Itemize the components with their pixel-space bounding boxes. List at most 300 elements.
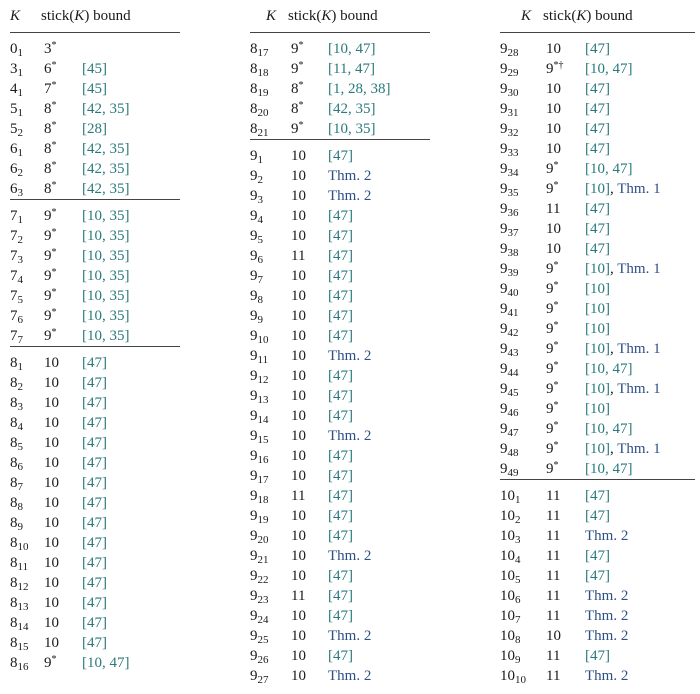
citation-link[interactable]: [47] (328, 488, 353, 504)
knot-name: $8_{18}$ (250, 61, 269, 79)
citation-link[interactable]: [47] (585, 488, 610, 504)
bound-marker: * (298, 120, 304, 131)
knot-name: $9_{26}$ (250, 648, 269, 666)
stick-bound-value: 10 (291, 648, 306, 664)
knot-name: $9_8$ (250, 288, 263, 306)
citation-link[interactable]: [10] (585, 321, 610, 337)
citation-link[interactable]: [47] (82, 495, 107, 511)
stick-bound-value: 8* (44, 180, 57, 197)
citation-link[interactable]: [47] (328, 368, 353, 384)
theorem-link[interactable]: Thm. 2 (585, 628, 629, 644)
knot-index: 41 (507, 307, 519, 319)
citation-link[interactable]: [47] (585, 141, 610, 157)
knot-index: 4 (257, 214, 263, 226)
reference (328, 626, 371, 646)
table-row (10, 373, 180, 393)
table-row (500, 526, 695, 546)
stick-bound-value: 11 (546, 608, 561, 624)
stick-bound-value: 9* (546, 160, 559, 177)
citation-link[interactable]: [42, 35] (82, 181, 130, 197)
reference (585, 379, 661, 399)
knot-index: 8 (17, 501, 23, 513)
knot-index: 40 (507, 287, 519, 299)
reference (82, 633, 107, 653)
citation-link[interactable]: [10, 47] (328, 41, 376, 57)
bound-marker: * (553, 460, 559, 471)
citation-link[interactable]: [47] (82, 595, 107, 611)
knot-index: 1 (17, 47, 23, 59)
theorem-link[interactable]: Thm. 2 (328, 348, 372, 364)
citation-link[interactable]: [10] (585, 341, 610, 357)
stick-bound-value: 11 (546, 668, 561, 684)
citation-link[interactable]: [47] (82, 635, 107, 651)
knot-index: 11 (17, 561, 29, 573)
stick-bound-value: 10 (291, 168, 306, 184)
table-row (250, 386, 430, 406)
stick-bound-value: 8* (44, 100, 57, 117)
knot-index: 6 (17, 314, 23, 326)
table-row (250, 186, 430, 206)
bound-marker: * (553, 360, 559, 371)
knot-index: 1 (17, 147, 23, 159)
stick-bound-value: 11 (546, 201, 561, 217)
citation-link[interactable]: [47] (328, 228, 353, 244)
knot-index: 4 (17, 274, 23, 286)
table-row (10, 59, 180, 79)
citation-link[interactable]: [42, 35] (82, 101, 130, 117)
reference (82, 246, 130, 266)
citation-link[interactable]: [47] (585, 221, 610, 237)
citation-link[interactable]: [10, 35] (82, 288, 130, 304)
citation-link[interactable]: [10, 47] (585, 421, 633, 437)
table-row (250, 606, 430, 626)
reference (585, 59, 633, 79)
table-row (500, 179, 695, 199)
citation-link[interactable]: [42, 35] (82, 161, 130, 177)
reference (82, 266, 130, 286)
table-row (500, 239, 695, 259)
citation-link[interactable]: [47] (585, 548, 610, 564)
citation-link[interactable]: [10] (585, 261, 610, 277)
citation-link[interactable]: [47] (328, 388, 353, 404)
knot-index: 7 (17, 481, 23, 493)
bound-marker: * (51, 654, 57, 665)
table-row (500, 159, 695, 179)
table-row (250, 326, 430, 346)
stick-bound-value: 6* (44, 60, 57, 77)
knot-name: $4_1$ (10, 81, 23, 99)
citation-link[interactable]: [47] (82, 395, 107, 411)
knot-name: $10_6$ (500, 588, 521, 606)
theorem-link[interactable]: Thm. 2 (328, 188, 372, 204)
theorem-link[interactable]: Thm. 2 (585, 668, 629, 684)
knot-index: 46 (507, 407, 519, 419)
knot-name: $9_{25}$ (250, 628, 269, 646)
citation-link[interactable]: [47] (585, 241, 610, 257)
citation-link[interactable]: [11, 47] (328, 61, 375, 77)
stick-bound-value: 9* (44, 247, 57, 264)
citation-link[interactable]: [47] (328, 328, 353, 344)
table-row (500, 99, 695, 119)
citation-link[interactable]: [10, 35] (328, 121, 376, 137)
citation-link[interactable]: [10] (585, 281, 610, 297)
bound-marker: * (51, 160, 57, 171)
reference (82, 179, 130, 199)
stick-bound-value: 10 (44, 575, 59, 591)
table-row (500, 586, 695, 606)
stick-bound-value: 11 (546, 508, 561, 524)
table-row (10, 266, 180, 286)
citation-link[interactable]: [10] (585, 301, 610, 317)
bound-marker: * (51, 80, 57, 91)
reference (82, 139, 130, 159)
citation-link[interactable]: [47] (82, 475, 107, 491)
table-row (250, 466, 430, 486)
table-row (250, 506, 430, 526)
citation-link[interactable]: [28] (82, 121, 107, 137)
stick-bound-value: 10 (44, 515, 59, 531)
citation-link[interactable]: [47] (585, 648, 610, 664)
header-stick-bound (288, 8, 378, 25)
stick-bound-value: 10 (546, 141, 561, 157)
bound-marker: * (553, 420, 559, 431)
table-header (10, 0, 180, 33)
separator: , (610, 381, 618, 397)
theorem-link[interactable]: Thm. 1 (617, 181, 661, 197)
citation-link[interactable]: [47] (328, 508, 353, 524)
table-row (250, 266, 430, 286)
reference (82, 353, 107, 373)
table-header (500, 0, 695, 33)
knot-name: $9_{11}$ (250, 348, 269, 366)
citation-link[interactable]: [47] (585, 121, 610, 137)
theorem-link[interactable]: Thm. 1 (617, 441, 661, 457)
reference (328, 79, 391, 99)
reference (328, 586, 353, 606)
reference (585, 526, 628, 546)
knot-name: $8_2$ (10, 375, 23, 393)
citation-link[interactable]: [47] (82, 415, 107, 431)
citation-link[interactable]: [47] (328, 588, 353, 604)
knot-index: 5 (515, 574, 521, 586)
stick-bound-value: 8* (44, 140, 57, 157)
stick-bound-value: 3* (44, 40, 57, 57)
table-row (250, 59, 430, 79)
knot-name: $8_{11}$ (10, 555, 29, 573)
theorem-link[interactable]: Thm. 1 (617, 341, 661, 357)
theorem-link[interactable]: Thm. 2 (585, 528, 629, 544)
reference (585, 546, 610, 566)
theorem-link[interactable]: Thm. 1 (617, 381, 661, 397)
citation-link[interactable]: [1, 28, 38] (328, 81, 391, 97)
citation-link[interactable]: [47] (82, 515, 107, 531)
citation-link[interactable]: [47] (82, 375, 107, 391)
knot-index: 9 (515, 654, 521, 666)
citation-link[interactable]: [47] (328, 568, 353, 584)
theorem-link[interactable]: Thm. 2 (585, 588, 629, 604)
citation-link[interactable]: [10, 35] (82, 248, 130, 264)
table-row (500, 666, 695, 686)
header-stick-post: ) bound (84, 8, 131, 24)
citation-link[interactable]: [10, 47] (82, 655, 130, 671)
header-k: K (521, 8, 532, 24)
table-row (10, 353, 180, 373)
bound-marker: * (51, 247, 57, 258)
bound-marker: * (51, 100, 57, 111)
knot-name: $7_6$ (10, 308, 23, 326)
table-row (500, 79, 695, 99)
table-row (10, 533, 180, 553)
reference (585, 486, 610, 506)
header-k: K (10, 8, 21, 24)
citation-link[interactable]: [47] (328, 268, 353, 284)
knot-index: 12 (17, 581, 29, 593)
citation-link[interactable]: [47] (328, 288, 353, 304)
knot-name: $9_{40}$ (500, 281, 519, 299)
table-row (250, 446, 430, 466)
reference (585, 646, 610, 666)
citation-link[interactable]: [42, 35] (82, 141, 130, 157)
reference (82, 473, 107, 493)
stick-bound-value: 10 (291, 408, 306, 424)
knot-index: 1 (17, 107, 23, 119)
knot-index: 11 (257, 354, 269, 366)
table-row (10, 553, 180, 573)
stick-bound-value: 10 (546, 81, 561, 97)
reference (328, 99, 376, 119)
citation-link[interactable]: [10, 47] (585, 461, 633, 477)
table-row (250, 366, 430, 386)
citation-link[interactable]: [10] (585, 381, 610, 397)
citation-link[interactable]: [47] (328, 468, 353, 484)
header-stick-pre: stick( (288, 8, 322, 24)
bound-marker: * (51, 287, 57, 298)
theorem-link[interactable]: Thm. 1 (617, 261, 661, 277)
header-k: K (266, 8, 277, 24)
citation-link[interactable]: [10, 35] (82, 308, 130, 324)
citation-link[interactable]: [45] (82, 81, 107, 97)
knot-index: 32 (507, 127, 519, 139)
table-header (250, 0, 430, 33)
citation-link[interactable]: [10, 35] (82, 328, 130, 344)
citation-link[interactable]: [47] (82, 615, 107, 631)
citation-link[interactable]: [42, 35] (328, 101, 376, 117)
knot-name: $9_{47}$ (500, 421, 519, 439)
knot-index: 20 (257, 534, 269, 546)
knot-index: 10 (17, 541, 29, 553)
knot-name: $9_9$ (250, 308, 263, 326)
citation-link[interactable]: [10, 47] (585, 61, 633, 77)
reference (328, 526, 353, 546)
knot-index: 2 (17, 127, 23, 139)
bound-marker: * (51, 60, 57, 71)
citation-link[interactable]: [47] (82, 355, 107, 371)
knot-name: $6_1$ (10, 141, 23, 159)
table-row (10, 633, 180, 653)
citation-link[interactable]: [10] (585, 181, 610, 197)
bound-marker: * (51, 180, 57, 191)
citation-link[interactable]: [47] (585, 568, 610, 584)
reference (82, 393, 107, 413)
stick-bound-value: 10 (291, 528, 306, 544)
stick-bound-value: 9* (546, 280, 559, 297)
citation-link[interactable]: [47] (82, 555, 107, 571)
stick-bound-value: 10 (44, 375, 59, 391)
table-column-2 (250, 0, 430, 686)
knot-index: 6 (257, 254, 263, 266)
reference (328, 59, 375, 79)
reference (585, 119, 610, 139)
citation-link[interactable]: [47] (328, 308, 353, 324)
theorem-link[interactable]: Thm. 2 (328, 668, 372, 684)
knot-index: 5 (257, 234, 263, 246)
table-row (250, 526, 430, 546)
stick-bound-value: 9* (44, 654, 57, 671)
table-row (500, 219, 695, 239)
bound-marker: * (553, 380, 559, 391)
knot-index: 1 (515, 494, 521, 506)
citation-link[interactable]: [10, 47] (585, 161, 633, 177)
citation-link[interactable]: [10, 35] (82, 208, 130, 224)
knot-index: 15 (257, 434, 269, 446)
knot-name: $9_{43}$ (500, 341, 519, 359)
theorem-link[interactable]: Thm. 2 (328, 548, 372, 564)
knot-index: 19 (257, 87, 269, 99)
knot-index: 28 (507, 47, 519, 59)
citation-link[interactable]: [47] (82, 455, 107, 471)
knot-name: $5_1$ (10, 101, 23, 119)
citation-link[interactable]: [47] (328, 608, 353, 624)
knot-index: 3 (515, 534, 521, 546)
table-row (250, 586, 430, 606)
bound-marker: * (553, 300, 559, 311)
knot-index: 8 (257, 294, 263, 306)
citation-link[interactable]: [45] (82, 61, 107, 77)
citation-link[interactable]: [47] (328, 528, 353, 544)
stick-bound-value: 10 (546, 41, 561, 57)
stick-bound-value: 9* (44, 227, 57, 244)
stick-bound-value: 10 (291, 328, 306, 344)
citation-link[interactable]: [47] (328, 148, 353, 164)
stick-bound-value: 9* (546, 460, 559, 477)
knot-name: $6_2$ (10, 161, 23, 179)
theorem-link[interactable]: Thm. 2 (328, 428, 372, 444)
reference (82, 553, 107, 573)
knot-name: $5_2$ (10, 121, 23, 139)
citation-link[interactable]: [47] (328, 648, 353, 664)
table-row (10, 206, 180, 226)
knot-name: $7_4$ (10, 268, 23, 286)
citation-link[interactable]: [10] (585, 441, 610, 457)
table-row (500, 399, 695, 419)
knot-name: $9_{15}$ (250, 428, 269, 446)
knot-index: 37 (507, 227, 519, 239)
table-row (500, 439, 695, 459)
knot-index: 4 (515, 554, 521, 566)
knot-name: $9_{48}$ (500, 441, 519, 459)
knot-name: $10_5$ (500, 568, 521, 586)
knot-name: $9_4$ (250, 208, 263, 226)
reference (328, 286, 353, 306)
knot-name: $9_{28}$ (500, 41, 519, 59)
stick-bound-value: 10 (546, 628, 561, 644)
stick-bound-value: 10 (44, 615, 59, 631)
citation-link[interactable]: [47] (82, 575, 107, 591)
citation-link[interactable]: [47] (328, 448, 353, 464)
table-row (250, 346, 430, 366)
citation-link[interactable]: [47] (585, 508, 610, 524)
citation-link[interactable]: [47] (585, 101, 610, 117)
table-row (250, 646, 430, 666)
theorem-link[interactable]: Thm. 2 (328, 168, 372, 184)
table-row (250, 426, 430, 446)
reference (82, 226, 130, 246)
knot-name: $9_{12}$ (250, 368, 269, 386)
theorem-link[interactable]: Thm. 2 (328, 628, 372, 644)
knot-index: 12 (257, 374, 269, 386)
citation-link[interactable]: [47] (328, 208, 353, 224)
knot-index: 27 (257, 674, 269, 686)
reference (585, 359, 633, 379)
knot-name: $9_{35}$ (500, 181, 519, 199)
reference (82, 306, 130, 326)
knot-name: $9_5$ (250, 228, 263, 246)
citation-link[interactable]: [47] (585, 201, 610, 217)
table-row (250, 79, 430, 99)
knot-index: 1 (17, 87, 23, 99)
table-row (10, 286, 180, 306)
reference (82, 79, 107, 99)
bound-marker: * (51, 120, 57, 131)
knot-name: $8_8$ (10, 495, 23, 513)
reference (82, 99, 130, 119)
stick-bound-value: 10 (44, 595, 59, 611)
citation-link[interactable]: [47] (585, 41, 610, 57)
citation-link[interactable]: [10, 35] (82, 268, 130, 284)
table-row (500, 139, 695, 159)
table-row (10, 453, 180, 473)
reference (328, 426, 371, 446)
knot-name: $10_1$ (500, 488, 521, 506)
reference (82, 533, 107, 553)
reference (82, 326, 130, 346)
stick-bound-value: 9* (546, 360, 559, 377)
reference (328, 466, 353, 486)
table-row (10, 653, 180, 673)
knot-index: 10 (515, 674, 526, 686)
header-stick-pre: stick( (543, 8, 577, 24)
citation-link[interactable]: [47] (82, 535, 107, 551)
knot-index: 4 (17, 421, 23, 433)
knot-name: $9_3$ (250, 188, 263, 206)
knot-name: $8_{17}$ (250, 41, 269, 59)
citation-link[interactable]: [47] (82, 435, 107, 451)
citation-link[interactable]: [47] (328, 248, 353, 264)
reference (585, 626, 628, 646)
citation-link[interactable]: [47] (328, 408, 353, 424)
theorem-link[interactable]: Thm. 2 (585, 608, 629, 624)
citation-link[interactable]: [10, 35] (82, 228, 130, 244)
knot-name: $6_3$ (10, 181, 23, 199)
table-row (250, 39, 430, 59)
stick-bound-value: 10 (44, 415, 59, 431)
citation-link[interactable]: [47] (585, 81, 610, 97)
reference (328, 366, 353, 386)
table-row (10, 493, 180, 513)
reference (82, 159, 130, 179)
citation-link[interactable]: [10] (585, 401, 610, 417)
citation-link[interactable]: [10, 47] (585, 361, 633, 377)
